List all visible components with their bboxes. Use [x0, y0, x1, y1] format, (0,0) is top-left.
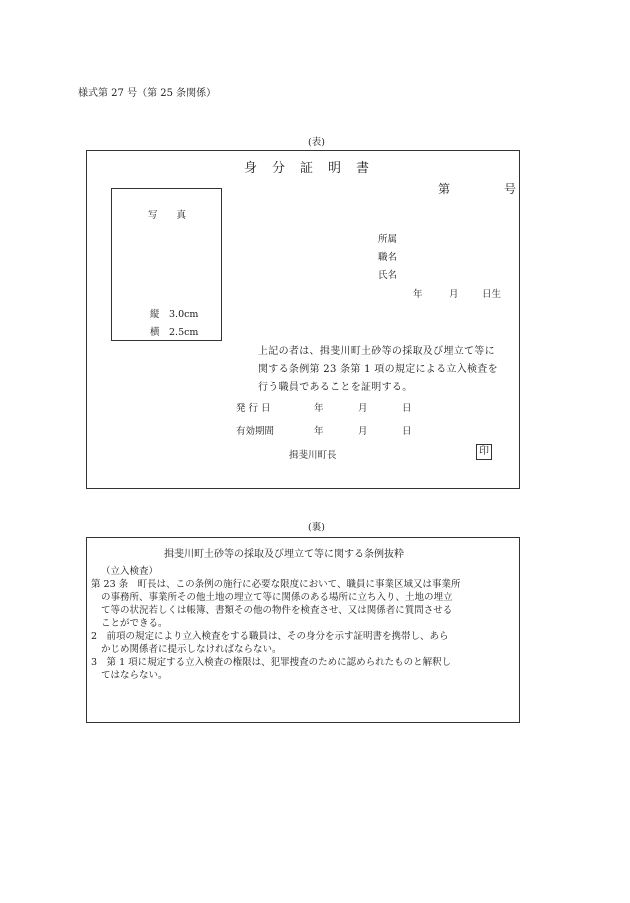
back-section-heading: （立入検査）	[101, 566, 159, 577]
name-label: 氏名	[378, 270, 398, 281]
photo-label: 写 真	[148, 210, 187, 221]
article-line-2: の事務所、事業所その他土地の埋立て等に関係のある場所に立ち入り、土地の埋立	[101, 592, 453, 603]
form-number: 様式第 27 号（第 25 条関係）	[78, 88, 217, 99]
valid-period-day: 日	[402, 426, 412, 437]
number-suffix: 号	[504, 182, 517, 196]
position-label: 職名	[378, 252, 398, 263]
affiliation-label: 所属	[378, 234, 398, 245]
cert-line-1: 上記の者は、揖斐川町土砂等の採取及び埋立て等に	[258, 346, 495, 357]
cert-line-3: 行う職員であることを証明する。	[258, 382, 413, 393]
article-line-4: ことができる。	[101, 618, 168, 629]
birth-month: 月	[449, 289, 459, 300]
paragraph2-line-1: 2 前項の規定により立入検査をする職員は、その身分を示す証明書を携帯し、あら	[91, 631, 449, 642]
article-line-1: 第 23 条 町長は、この条例の施行に必要な限度において、職員に事業区域又は事業所	[91, 579, 461, 590]
issue-date-label: 発 行 日	[236, 403, 271, 414]
paragraph3-line-2: てはならない。	[101, 670, 168, 681]
seal-stamp: 印	[476, 444, 492, 460]
birth-year: 年	[413, 289, 423, 300]
birth-day: 日生	[482, 289, 502, 300]
photo-height-label: 縦 3.0cm	[150, 309, 199, 320]
issue-date-day: 日	[402, 403, 412, 414]
paragraph2-line-2: かじめ関係者に提示しなければならない。	[101, 644, 282, 655]
back-label: (裏)	[308, 522, 325, 533]
valid-period-year: 年	[314, 426, 324, 437]
paragraph3-line-1: 3 第 1 項に規定する立入検査の権限は、犯罪捜査のために認められたものと解釈し	[91, 657, 452, 668]
front-label: (表)	[308, 137, 325, 148]
issue-date-year: 年	[314, 403, 324, 414]
valid-period-label: 有効期間	[236, 426, 275, 437]
front-title: 身 分 証 明 書	[244, 161, 371, 176]
issue-date-month: 月	[358, 403, 368, 414]
photo-width-label: 横 2.5cm	[150, 327, 199, 338]
issuer: 揖斐川町長	[289, 450, 337, 461]
number-prefix: 第	[438, 182, 451, 196]
cert-line-2: 関する条例第 23 条第 1 項の規定による立入検査を	[258, 364, 498, 375]
article-line-3: て等の状況若しくは帳簿、書類その他の物件を検査させ、又は関係者に質問させる	[101, 605, 453, 616]
back-title: 揖斐川町土砂等の採取及び埋立て等に関する条例抜粋	[164, 549, 404, 560]
valid-period-month: 月	[358, 426, 368, 437]
